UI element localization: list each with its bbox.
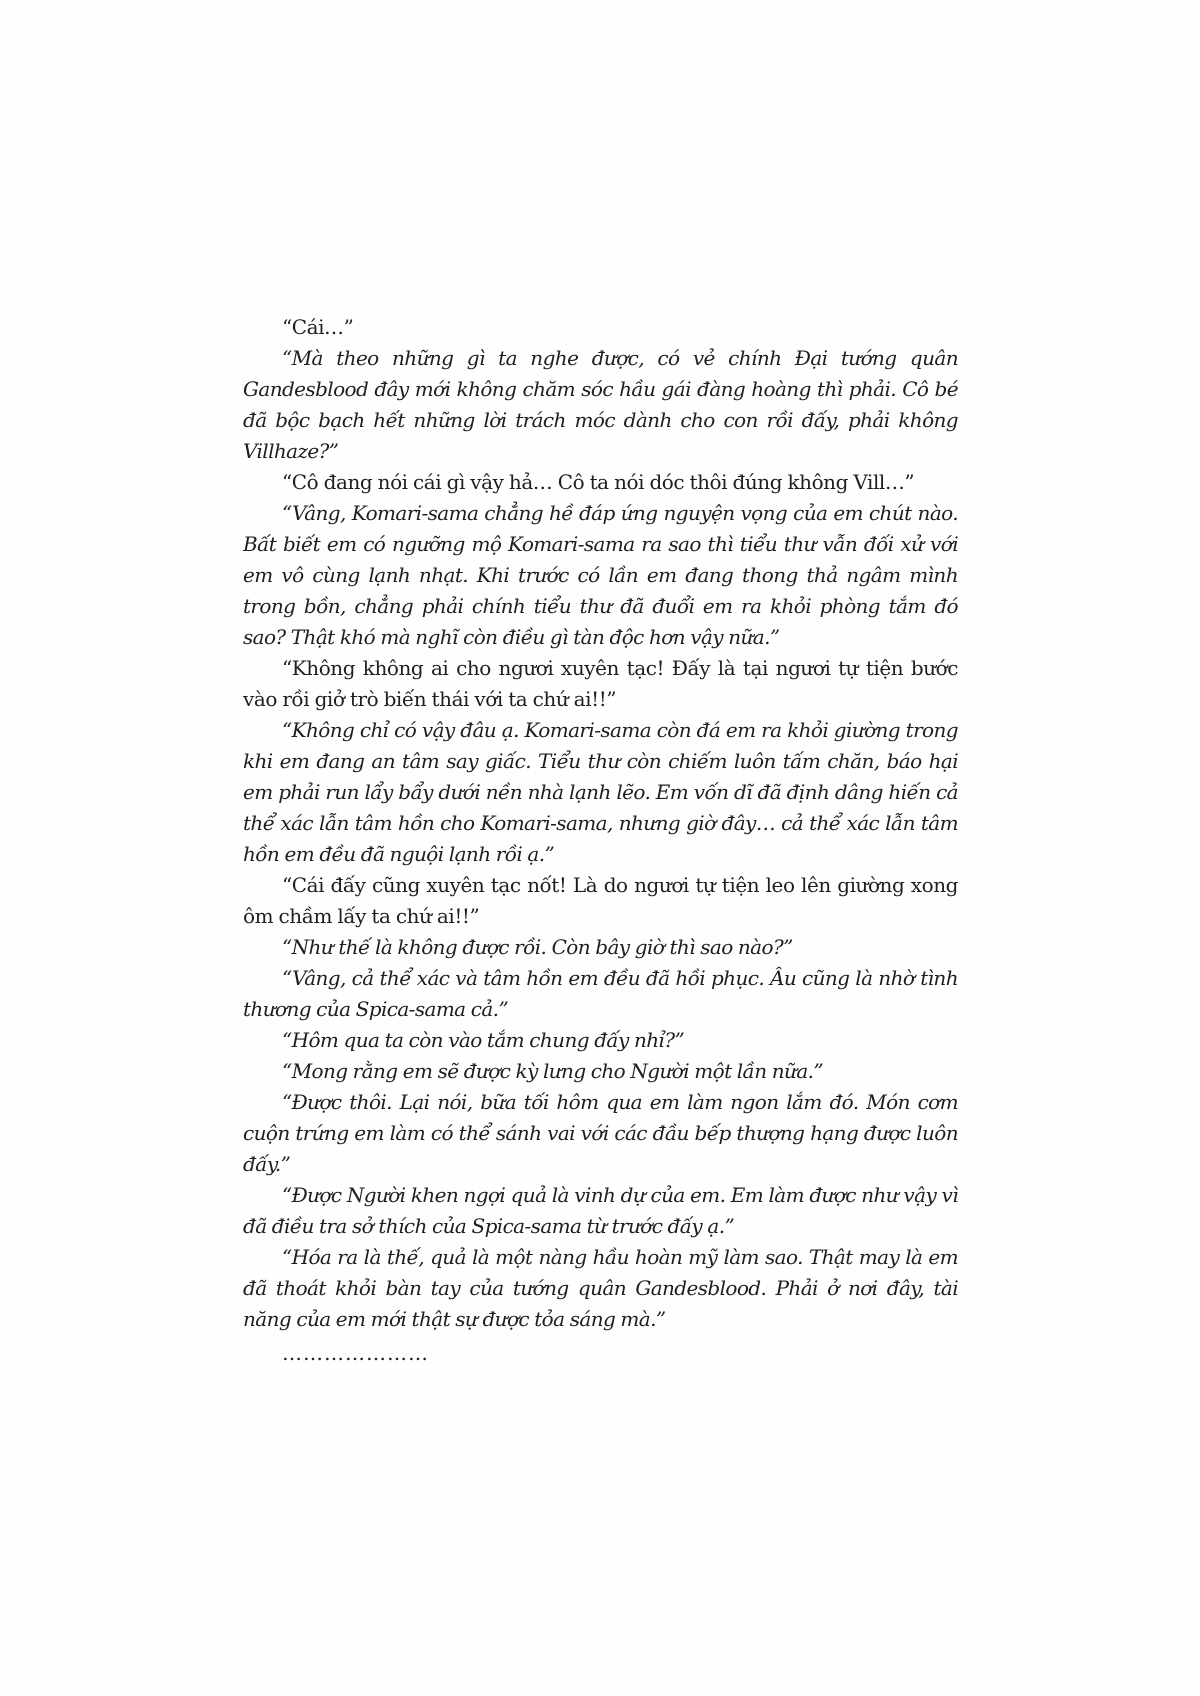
paragraph-3: “Cô đang nói cái gì vậy hả… Cô ta nói dóc thôi đúng không Vill…”	[282, 470, 915, 494]
paragraph-12: “Được thôi. Lại nói, bữa tối hôm qua em làm ngon lắm đó. Món cơm cuộn trứng em làm có thể sánh vai với các đầu bếp thượng hạng được luôn đấy.”	[243, 1090, 958, 1176]
scene-separator: …………………	[282, 1341, 429, 1365]
paragraph-13: “Được Người khen ngợi quả là vinh dự của em. Em làm được như vậy vì đã điều tra sở thích của Spica-sama từ trước đấy ạ.”	[243, 1183, 958, 1238]
paragraph-9: “Vâng, cả thể xác và tâm hồn em đều đã hồi phục. Âu cũng là nhờ tình thương của Spica-sama cả.”	[243, 966, 958, 1021]
paragraph-7: “Cái đấy cũng xuyên tạc nốt! Là do ngươi tự tiện leo lên giường xong ôm chầm lấy ta chứ ai!!”	[243, 873, 958, 928]
paragraph-11: “Mong rằng em sẽ được kỳ lưng cho Người một lần nữa.”	[282, 1059, 824, 1083]
paragraph-2: “Mà theo những gì ta nghe được, có vẻ chính Đại tướng quân Gandesblood đây mới không chăm sóc hầu gái đàng hoàng thì phải. Cô bé đã bộc bạch hết những lời trách móc dành cho con rồi đấy, phải không Villhaze?”	[243, 346, 958, 463]
paragraph-14: “Hóa ra là thế, quả là một nàng hầu hoàn mỹ làm sao. Thật may là em đã thoát khỏi bàn tay của tướng quân Gandesblood. Phải ở nơi đây, tài năng của em mới thật sự được tỏa sáng mà.”	[243, 1245, 958, 1331]
paragraph-8: “Như thế là không được rồi. Còn bây giờ thì sao nào?”	[282, 935, 793, 959]
paragraph-6: “Không chỉ có vậy đâu ạ. Komari-sama còn đá em ra khỏi giường trong khi em đang an tâm say giấc. Tiểu thư còn chiếm luôn tấm chăn, báo hại em phải run lẩy bẩy dưới nền nhà lạnh lẽo. Em vốn dĩ đã định dâng hiến cả thể xác lẫn tâm hồn cho Komari-sama, nhưng giờ đây… cả thể xác lẫn tâm hồn em đều đã nguội lạnh rồi ạ.”	[243, 718, 958, 866]
paragraph-1: “Cái…”	[282, 315, 354, 339]
paragraph-5: “Không không ai cho ngươi xuyên tạc! Đấy là tại ngươi tự tiện bước vào rồi giở trò biến thái với ta chứ ai!!”	[243, 656, 958, 711]
paragraph-4: “Vâng, Komari-sama chẳng hề đáp ứng nguyện vọng của em chút nào. Bất biết em có ngưỡng mộ Komari-sama ra sao thì tiểu thư vẫn đối xử với em vô cùng lạnh nhạt. Khi trước có lần em đang thong thả ngâm mình trong bồn, chẳng phải chính tiểu thư đã đuổi em ra khỏi phòng tắm đó sao? Thật khó mà nghĩ còn điều gì tàn độc hơn vậy nữa.”	[243, 501, 958, 649]
page-body	[243, 312, 958, 1369]
paragraph-10: “Hôm qua ta còn vào tắm chung đấy nhỉ?”	[282, 1028, 685, 1052]
